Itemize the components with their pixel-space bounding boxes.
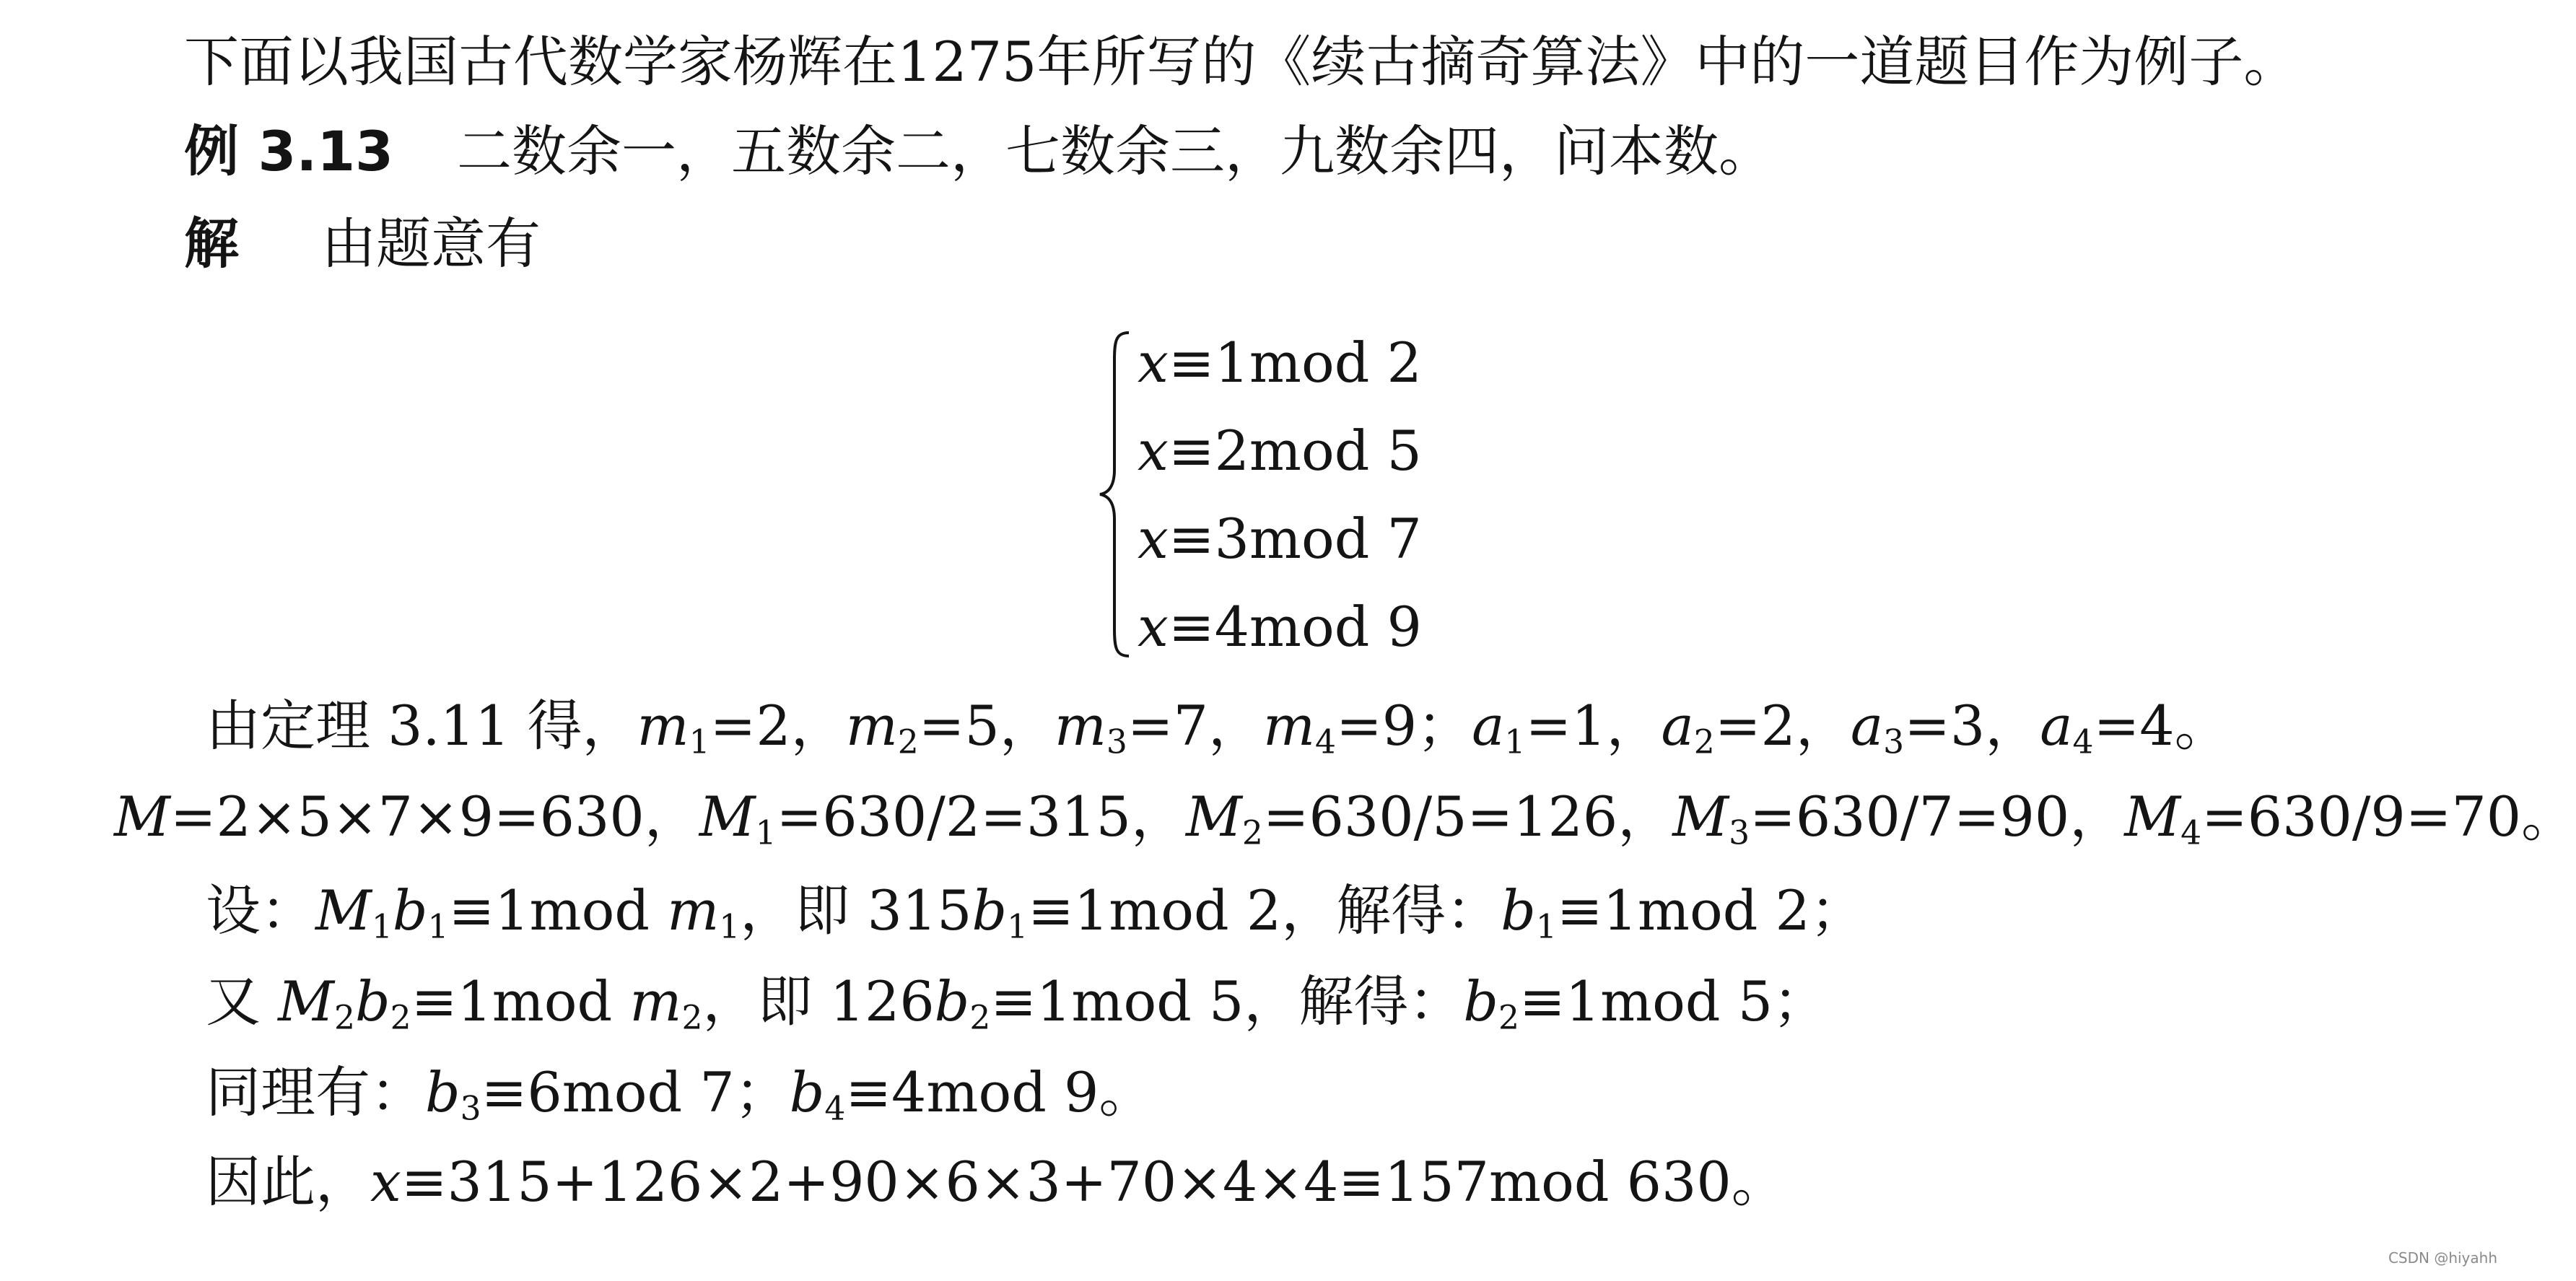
example-statement [184, 119, 1773, 183]
congruence-1: x≡1mod 2 [1138, 331, 1422, 395]
congruence-3: x≡3mod 7 [1138, 507, 1422, 571]
modulus-products-line: M=2×5×7×9=630，$M_1=630/2=315$，$M_2=630/5=126$，$M_3=630/7=90$，$M_4=630/9=70$。 [114, 784, 2576, 852]
congruence-4: x≡4mod 9 [1138, 595, 1422, 659]
left-brace-icon [1097, 328, 1132, 660]
intro-paragraph: 下面以我国古代数学家杨辉在1275年所写的《续古摘奇算法》中的一道题目作为例子。 [184, 30, 2299, 94]
watermark: CSDN @hiyahh [2388, 1249, 2497, 1267]
congruence-2: x≡2mod 5 [1138, 419, 1422, 483]
congruence-system [1097, 328, 1530, 660]
theorem-parameters-line: 由定理 3.11 得，$m_1=2$，$m_2=5$，$m_3=7$，$m_4=9$；$a_1=1$，$a_2=2$，$a_3=3$，$a_4=4$。 [206, 694, 2230, 761]
solution-text: 由题意有 [321, 211, 541, 276]
inverse-b2-line: 又 $M_2b_2\equiv 1mod$ $m_2$，即 $126b_2\equiv 1mod$ 5，解得：$b_2\equiv 1mod$ 5； [206, 969, 1828, 1037]
inverse-b3-b4-line: 同理有：$b_3\equiv 6mod$ 7；$b_4\equiv 4mod$ 9。 [206, 1060, 1154, 1128]
solution-intro [184, 211, 541, 276]
example-text: 二数余一，五数余二，七数余三，九数余四，问本数。 [457, 119, 1773, 183]
example-label: 例 3.13 [184, 119, 393, 183]
solution-label: 解 [184, 211, 239, 276]
inverse-b1-line: 设：$M_1b_1\equiv 1mod$ $m_1$，即 $315b_1\equiv 1mod$ 2，解得：$b_1\equiv 1mod$ 2； [206, 878, 1865, 946]
final-result-line: 因此，x≡315+126×2+90×6×3+70×4×4≡157mod 630。 [206, 1150, 1786, 1214]
